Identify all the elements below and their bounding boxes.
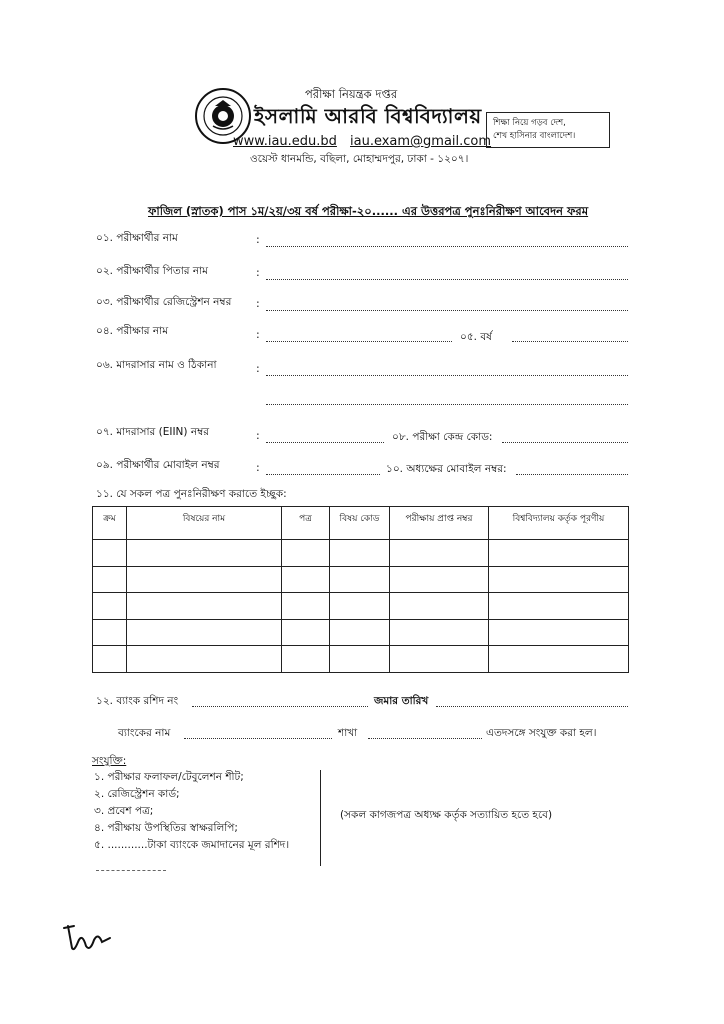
field-colon: : bbox=[256, 266, 260, 279]
table-cell[interactable] bbox=[282, 593, 330, 620]
attachment-item-2: ২. রেজিস্ট্রেশন কার্ড; bbox=[94, 788, 180, 800]
attachment-item-4: ৪. পরীক্ষায় উপস্থিতির স্বাক্ষরলিপি; bbox=[94, 822, 238, 834]
field-label-examinee-mobile: ০৯. পরীক্ষার্থীর মোবাইল নম্বর bbox=[96, 459, 220, 471]
madrasa-name-address-field[interactable] bbox=[266, 375, 628, 376]
office-name: পরীক্ষা নিয়ন্ত্রক দপ্তর bbox=[305, 87, 398, 101]
table-row bbox=[93, 566, 629, 593]
header-university-use: বিশ্ববিদ্যালয় কর্তৃক পূরণীয় bbox=[489, 507, 629, 540]
table-cell[interactable] bbox=[127, 646, 282, 673]
field-label-exam-name: ০৪. পরীক্ষার নাম bbox=[96, 325, 169, 337]
field-colon: : bbox=[256, 233, 260, 246]
table-cell[interactable] bbox=[93, 540, 127, 567]
examinee-mobile-field[interactable] bbox=[266, 474, 380, 475]
email-link[interactable]: iau.exam@gmail.com bbox=[350, 134, 492, 149]
signature-mark bbox=[60, 918, 120, 958]
table-row bbox=[93, 593, 629, 620]
attachments-divider bbox=[320, 770, 321, 866]
year-field[interactable] bbox=[512, 341, 628, 342]
field-label-eiin-number: ০৭. মাদরাসার (EIIN) নম্বর bbox=[96, 426, 210, 438]
header-paper: পত্র bbox=[282, 507, 330, 540]
table-cell[interactable] bbox=[390, 619, 489, 646]
table-cell[interactable] bbox=[330, 619, 390, 646]
slogan-line-2: শেখ হাসিনার বাংলাদেশ। bbox=[493, 131, 576, 141]
table-cell[interactable] bbox=[390, 646, 489, 673]
table-cell[interactable] bbox=[127, 593, 282, 620]
attachment-item-5: ৫. ............টাকা ব্যাংকে জমাদানের মূল রশিদ। bbox=[94, 839, 290, 851]
deposit-date-field[interactable] bbox=[436, 706, 628, 707]
table-cell[interactable] bbox=[127, 540, 282, 567]
form-title: ফাজিল (স্নাতক) পাস ১ম/২য়/৩য় বর্ষ পরীক্ষা-২০...... এর উত্তরপত্র পুনঃনিরীক্ষণ আবেদন ফরম bbox=[148, 204, 589, 218]
father-name-field[interactable] bbox=[266, 279, 628, 280]
field-label-principal-mobile: ১০. অধ্যক্ষের মোবাইল নম্বর: bbox=[384, 462, 509, 479]
header-serial: ক্রম bbox=[93, 507, 127, 540]
examinee-name-field[interactable] bbox=[266, 246, 628, 247]
bank-name-label: ব্যাংকের নাম bbox=[118, 727, 171, 739]
table-cell[interactable] bbox=[282, 566, 330, 593]
table-cell[interactable] bbox=[127, 566, 282, 593]
attachment-item-3: ৩. প্রবেশ পত্র; bbox=[94, 805, 154, 817]
website-link[interactable]: www.iau.edu.bd bbox=[233, 134, 337, 149]
field-colon: : bbox=[256, 461, 260, 474]
subjects-table bbox=[92, 506, 629, 673]
attached-text: এতদসঙ্গে সংযুক্ত করা হল। bbox=[484, 726, 598, 743]
bank-name-field[interactable] bbox=[184, 738, 332, 739]
field-label-examinee-name: ০১. পরীক্ষার্থীর নাম bbox=[96, 232, 178, 244]
exam-center-code-field[interactable] bbox=[502, 442, 628, 443]
table-cell[interactable] bbox=[282, 540, 330, 567]
table-cell[interactable] bbox=[489, 593, 629, 620]
table-cell[interactable] bbox=[330, 593, 390, 620]
table-cell[interactable] bbox=[390, 593, 489, 620]
principal-mobile-field[interactable] bbox=[516, 474, 628, 475]
attachment-item-1: ১. পরীক্ষার ফলাফল/টেবুলেশন শীট; bbox=[94, 771, 244, 783]
table-cell[interactable] bbox=[93, 619, 127, 646]
header-subject-name: বিষয়ের নাম bbox=[127, 507, 282, 540]
table-cell[interactable] bbox=[489, 646, 629, 673]
university-name: ইসলামি আরবি বিশ্ববিদ্যালয় bbox=[254, 104, 482, 128]
table-cell[interactable] bbox=[127, 619, 282, 646]
table-cell[interactable] bbox=[330, 540, 390, 567]
table-cell[interactable] bbox=[282, 646, 330, 673]
table-cell[interactable] bbox=[93, 566, 127, 593]
table-cell[interactable] bbox=[489, 566, 629, 593]
divider-dash bbox=[96, 870, 166, 871]
table-row bbox=[93, 540, 629, 567]
branch-field[interactable] bbox=[368, 738, 482, 739]
header-marks-obtained: পরীক্ষায় প্রাপ্ত নম্বর bbox=[390, 507, 489, 540]
table-row bbox=[93, 646, 629, 673]
attestation-note: (সকল কাগজপত্র অধ্যক্ষ কর্তৃক সত্যায়িত হতে হবে) bbox=[340, 809, 553, 821]
field-colon: : bbox=[256, 429, 260, 442]
field-colon: : bbox=[256, 328, 260, 341]
field-colon: : bbox=[256, 297, 260, 310]
table-cell[interactable] bbox=[489, 619, 629, 646]
registration-number-field[interactable] bbox=[266, 310, 628, 311]
field-label-year: ০৫. বর্ষ bbox=[458, 330, 494, 347]
table-cell[interactable] bbox=[390, 540, 489, 567]
deposit-date-label: জমার তারিখ bbox=[372, 694, 430, 711]
slogan-box bbox=[486, 112, 610, 148]
header-subject-code: বিষয় কোড bbox=[330, 507, 390, 540]
table-row bbox=[93, 619, 629, 646]
attachments-title: সংযুক্তি: bbox=[92, 755, 127, 767]
field-label-madrasa-name-address: ০৬. মাদরাসার নাম ও ঠিকানা bbox=[96, 359, 217, 371]
eiin-number-field[interactable] bbox=[266, 442, 384, 443]
table-cell[interactable] bbox=[390, 566, 489, 593]
table-header-row bbox=[93, 507, 629, 540]
slogan-line-1: শিক্ষা নিয়ে গড়ব দেশ, bbox=[493, 118, 566, 128]
madrasa-address-line-2-field[interactable] bbox=[266, 404, 628, 405]
table-cell[interactable] bbox=[330, 646, 390, 673]
table-cell[interactable] bbox=[282, 619, 330, 646]
field-label-registration-number: ০৩. পরীক্ষার্থীর রেজিস্ট্রেশন নম্বর bbox=[96, 296, 232, 308]
exam-name-field[interactable] bbox=[266, 341, 452, 342]
table-cell[interactable] bbox=[330, 566, 390, 593]
table-cell[interactable] bbox=[93, 593, 127, 620]
field-label-exam-center-code: ০৮. পরীক্ষা কেন্দ্র কোড: bbox=[390, 430, 494, 447]
field-label-father-name: ০২. পরীক্ষার্থীর পিতার নাম bbox=[96, 265, 209, 277]
bank-receipt-field[interactable] bbox=[192, 706, 368, 707]
field-colon: : bbox=[256, 362, 260, 375]
table-intro: ১১. যে সকল পত্র পুনঃনিরীক্ষণ করাতে ইচ্ছুক: bbox=[96, 488, 287, 500]
table-cell[interactable] bbox=[489, 540, 629, 567]
address: ওয়েস্ট ধানমন্ডি, বছিলা, মোহাম্মদপুর, ঢাকা - ১২০৭। bbox=[250, 153, 469, 165]
branch-label: শাখা bbox=[336, 726, 359, 743]
table-cell[interactable] bbox=[93, 646, 127, 673]
bank-receipt-label: ১২. ব্যাংক রশিদ নং bbox=[96, 695, 179, 707]
